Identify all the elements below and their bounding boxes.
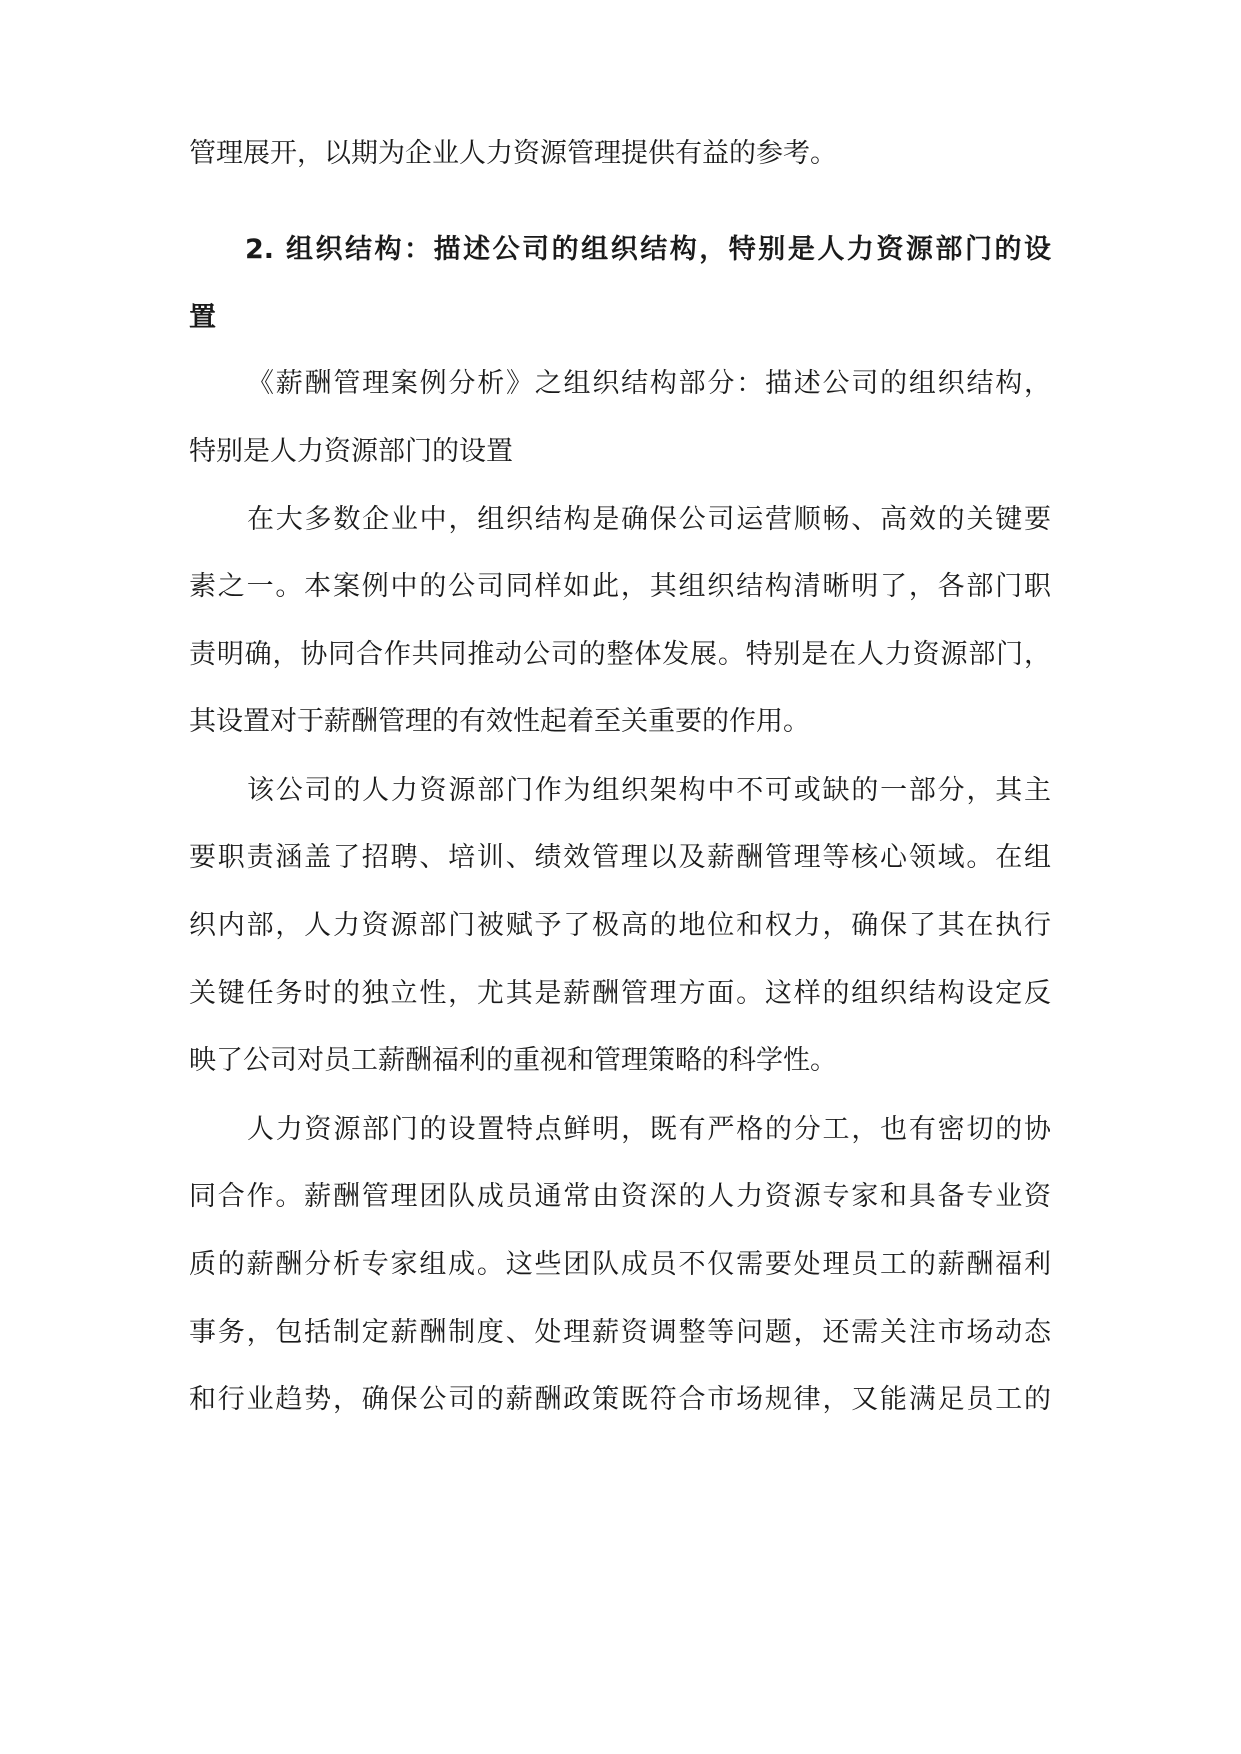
paragraph-line: 该公司的人力资源部门作为组织架构中不可或缺的一部分，其主 (247, 775, 1051, 806)
paragraph-line: 其设置对于薪酬管理的有效性起着至关重要的作用。 (189, 706, 810, 737)
paragraph-line: 映了公司对员工薪酬福利的重视和管理策略的科学性。 (189, 1045, 837, 1076)
paragraph-line: 质的薪酬分析专家组成。这些团队成员不仅需要处理员工的薪酬福利 (189, 1249, 1051, 1280)
paragraph-line: 人力资源部门的设置特点鲜明，既有严格的分工，也有密切的协 (247, 1114, 1051, 1145)
paragraph-line: 在大多数企业中，组织结构是确保公司运营顺畅、高效的关键要 (247, 504, 1051, 535)
paragraph-line: 要职责涵盖了招聘、培训、绩效管理以及薪酬管理等核心领域。在组 (189, 842, 1051, 873)
paragraph-line: 同合作。薪酬管理团队成员通常由资深的人力资源专家和具备专业资 (189, 1181, 1051, 1212)
paragraph-line: 和行业趋势，确保公司的薪酬政策既符合市场规律，又能满足员工的 (189, 1384, 1051, 1415)
section-heading: 2. 组织结构：描述公司的组织结构，特别是人力资源部门的设 (245, 234, 1051, 265)
paragraph-line: 特别是人力资源部门的设置 (189, 436, 513, 467)
paragraph-line: 素之一。本案例中的公司同样如此，其组织结构清晰明了，各部门职 (189, 571, 1051, 602)
paragraph-line: 关键任务时的独立性，尤其是薪酬管理方面。这样的组织结构设定反 (189, 978, 1051, 1009)
paragraph-line: 事务，包括制定薪酬制度、处理薪资调整等问题，还需关注市场动态 (189, 1317, 1051, 1348)
paragraph-line: 管理展开，以期为企业人力资源管理提供有益的参考。 (189, 138, 837, 169)
section-heading-continued: 置 (189, 302, 216, 333)
paragraph-line: 织内部，人力资源部门被赋予了极高的地位和权力，确保了其在执行 (189, 910, 1051, 941)
paragraph-line: 《薪酬管理案例分析》之组织结构部分：描述公司的组织结构， (247, 368, 1051, 399)
paragraph-line: 责明确，协同合作共同推动公司的整体发展。特别是在人力资源部门， (189, 639, 1051, 670)
